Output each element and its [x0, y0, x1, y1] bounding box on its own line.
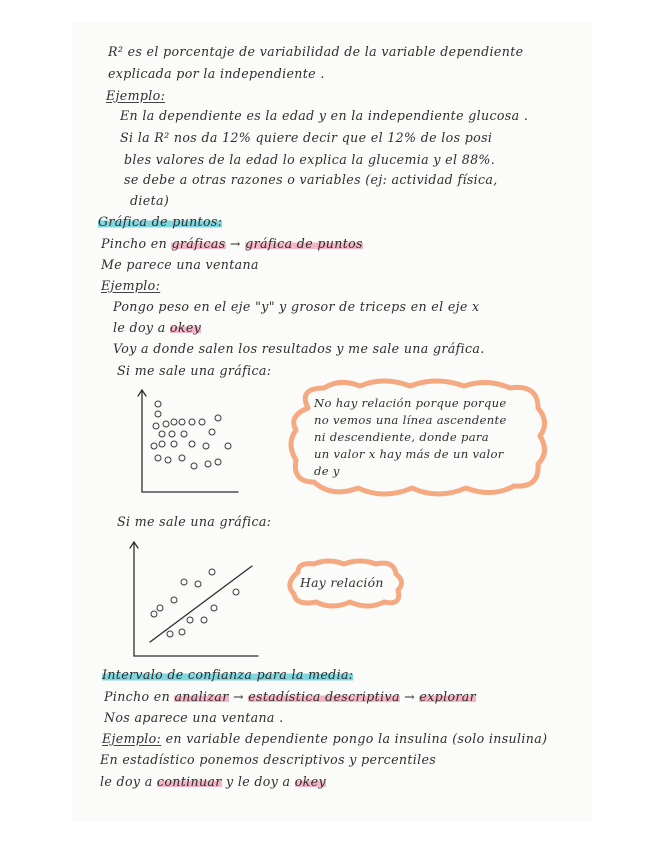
example3-line [102, 731, 547, 746]
pincho2-prefix: Pincho en [104, 689, 175, 704]
bubble1-line3: ni descendiente, donde para [314, 430, 489, 444]
si-me-sale-2: Si me sale una gráfica: [117, 514, 272, 529]
bubble1-line5: de y [314, 464, 340, 478]
analizar-highlight: analizar [174, 689, 229, 704]
example1-line3: bles valores de la edad lo explica la glucemia y el 88%. [124, 152, 496, 167]
bubble-no-relation-text [314, 395, 507, 480]
explorar-highlight: explorar [419, 689, 476, 704]
bubble-relation-text: Hay relación [300, 575, 384, 590]
ventana-line-2: Nos aparece una ventana . [104, 710, 284, 725]
bubble1-line4: un valor x hay más de un valor [314, 447, 504, 461]
le-doy2-mid: y le doy a [221, 774, 295, 789]
bubble1-line2: no vemos una línea ascendente [314, 413, 507, 427]
scatter-plot-relation-icon [124, 538, 264, 662]
pongo-peso-line: Pongo peso en el eje "y" y grosor de triceps en el eje x [113, 299, 480, 314]
si-me-sale-1: Si me sale una gráfica: [117, 363, 272, 378]
section-title-intervalo: Intervalo de confianza para la media: [102, 667, 354, 682]
bubble1-line1: No hay relación porque porque [314, 396, 507, 410]
example-label-1: Ejemplo: [106, 88, 166, 103]
r2-definition-line2: explicada por la independiente . [108, 66, 325, 81]
pincho-analizar-line [104, 689, 476, 704]
arrow-b: → [399, 689, 420, 704]
arrow-a: → [228, 689, 249, 704]
le-doy2-prefix: le doy a [100, 774, 157, 789]
okey-highlight-2: okey [294, 774, 326, 789]
example-label-3: Ejemplo: [102, 731, 162, 746]
arrow-1: → [225, 236, 246, 251]
pincho-prefix: Pincho en [101, 236, 172, 251]
ventana-line-1: Me parece una ventana [101, 257, 259, 272]
example-label-2: Ejemplo: [101, 278, 161, 293]
estadistica-highlight: estadística descriptiva [248, 689, 400, 704]
example1-line5: dieta) [130, 193, 170, 208]
example1-line4: se debe a otras razones o variables (ej: actividad física, [124, 172, 498, 187]
voy-resultados-line: Voy a donde salen los resultados y me sale una gráfica. [113, 341, 485, 356]
le-doy-okey-line [113, 320, 201, 335]
example3-rest: en variable dependiente pongo la insulina (solo insulina) [161, 731, 548, 746]
le-doy-prefix: le doy a [113, 320, 170, 335]
scatter-plot-no-relation-icon [136, 386, 246, 498]
section-title-grafica-puntos: Gráfica de puntos: [98, 214, 223, 229]
continuar-highlight: continuar [156, 774, 222, 789]
example1-line1: En la dependiente es la edad y en la independiente glucosa . [120, 108, 529, 123]
okey-highlight-1: okey [169, 320, 202, 335]
graficas-highlight: gráficas [171, 236, 226, 251]
example1-line2: Si la R² nos da 12% quiere decir que el 12% de los posi [120, 130, 493, 145]
pincho-graficas-line [101, 236, 363, 251]
grafica-puntos-highlight: gráfica de puntos [245, 236, 363, 251]
r2-definition-line1: R² es el porcentaje de variabilidad de la variable dependiente [108, 44, 524, 59]
le-doy-continuar-line [100, 774, 326, 789]
estadistico-line: En estadístico ponemos descriptivos y percentiles [100, 752, 437, 767]
